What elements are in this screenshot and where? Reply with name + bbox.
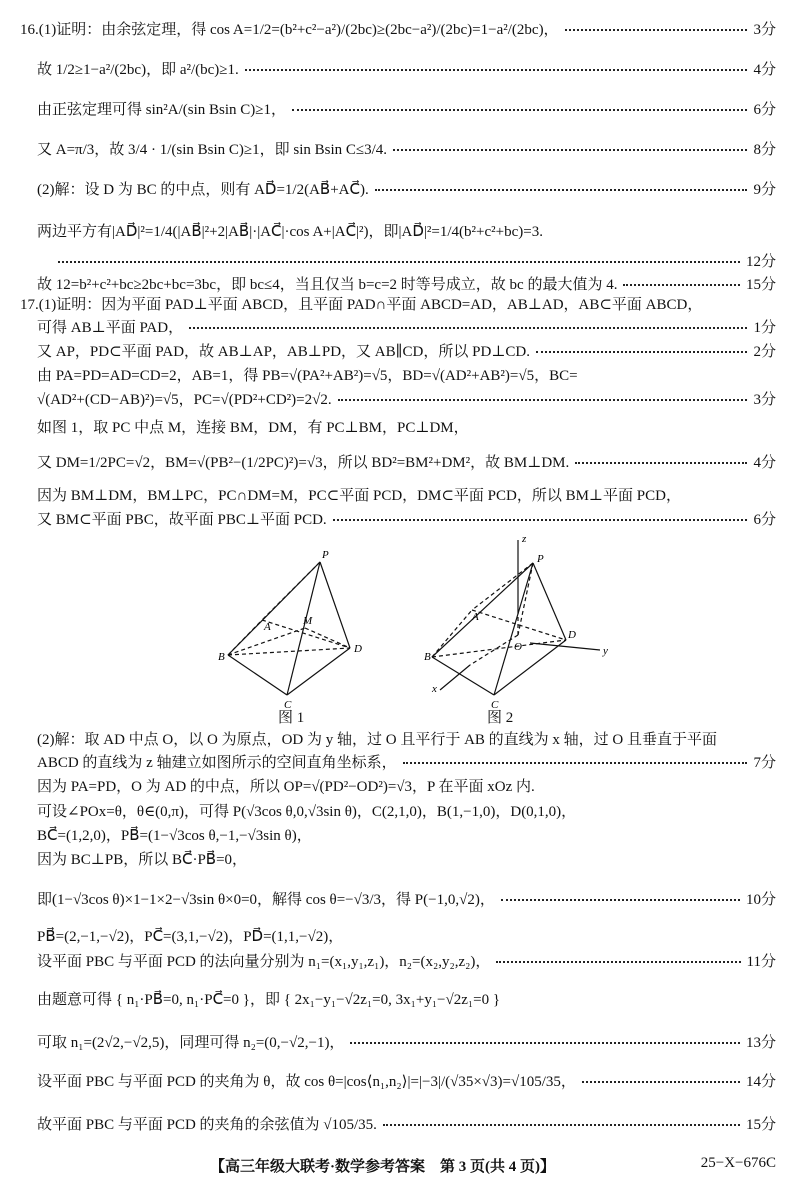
dot-leader [245,69,748,71]
score: 4分 [753,62,776,78]
figures [0,530,800,710]
dot-leader [575,462,747,464]
line-text: √(AD²+(CD−AB)²)=√5，PC=√(PD²+CD²)=2√2. [37,392,332,408]
fig1-label-B: B [218,651,225,663]
line-text: 故平面 PBC 与平面 PCD 的夹角的余弦值为 √105/35. [37,1117,377,1133]
dot-leader [403,762,748,764]
answer-line [37,889,776,911]
line-text: 17.(1)证明：因为平面 PAD⊥平面 ABCD，且平面 PAD∩平面 ABCD=AD，AB⊥AD，AB⊂平面 ABCD， [20,297,703,313]
answer-line [37,926,776,948]
figure-2-caption: 图 2 [487,710,514,726]
fig2-label-C: C [491,699,499,710]
fig2-label-B: B [424,651,431,663]
score: 14分 [745,1074,776,1090]
answer-line [37,752,776,774]
fig1-label-M: M [303,615,313,627]
line-text: 16.(1)证明：由余弦定理，得 cos A=1/2=(b²+c²−a²)/(2bc)≥(2bc−a²)/(2bc)=1−a²/(2bc)， [20,22,559,38]
answer-line [37,59,776,81]
dot-leader [623,284,740,286]
fig2-label-P: P [537,553,544,565]
fig2-label-O: O [514,641,522,653]
score: 3分 [753,392,776,408]
line-text: 设平面 PBC 与平面 PCD 的法向量分别为 n₁=(x₁,y₁,z₁)，n₂=(x₂,y₂,z₂)， [37,954,491,970]
dot-leader [496,961,740,963]
line-text: 又 BM⊂平面 PBC，故平面 PBC⊥平面 PCD. [37,512,327,528]
line-text: PB⃗=(2,−1,−√2)，PC⃗=(3,1,−√2)，PD⃗=(1,1,−√2)， [37,929,344,945]
answer-line [37,221,776,243]
line-text: 故 1/2≥1−a²/(2bc)，即 a²/(bc)≥1. [37,62,239,78]
line-text: 两边平方有|AD⃗|²=1/4(|AB⃗|²+2|AB⃗|·|AC⃗|·cos A+|AC⃗|²)，即|AD⃗|²=1/4(b²+c²+bc)=3. [37,224,543,240]
score: 8分 [753,142,776,158]
answer-line [37,729,776,751]
fig2-label-D: D [568,629,576,641]
footer-code: 25−X−676C [700,1155,776,1171]
fig2-label-A: A [472,611,479,623]
line-text: 可取 n₁=(2√2,−√2,5)，同理可得 n₂=(0,−√2,−1)， [37,1035,345,1051]
dot-leader [393,149,747,151]
line-text: (2)解：设 D 为 BC 的中点，则有 AD⃗=1/2(AB⃗+AC⃗). [37,182,369,198]
figure-1-pyramid [228,562,350,695]
dot-leader [338,399,748,401]
score: 3分 [753,22,776,38]
line-text: 由题意可得 { n₁·PB⃗=0, n₁·PC⃗=0 }，即 { 2x₁−y₁−√2z₁=0, 3x₁+y₁−√2z₁=0 } [37,992,501,1008]
score: 15分 [745,1117,776,1133]
answer-line [37,1071,776,1093]
footer-title: 【高三年级大联考·数学参考答案 第 3 页(共 4 页)】 [210,1159,555,1175]
dot-leader [58,261,740,263]
answer-line [37,951,776,973]
answer-line [37,99,776,121]
answer-line [37,274,776,296]
answer-line [37,417,776,439]
dot-leader [292,109,747,111]
figure-2-coordinate-pyramid [432,540,600,695]
line-text: 又 DM=1/2PC=√2，BM=√(PB²−(1/2PC)²)=√3，所以 BD²=BM²+DM²，故 BM⊥DM. [37,455,570,471]
dot-leader [565,29,748,31]
line-text: 因为 BM⊥DM，BM⊥PC，PC∩DM=M，PC⊂平面 PCD，DM⊂平面 PCD，所以 BM⊥平面 PCD， [37,488,681,504]
dot-leader [536,351,747,353]
score: 9分 [753,182,776,198]
score: 10分 [745,892,776,908]
fig1-label-C: C [284,699,292,710]
answer-line [37,389,776,411]
answer-line [37,1114,776,1136]
answer-line [37,485,776,507]
dot-leader [582,1081,740,1083]
answer-line [37,139,776,161]
score: 6分 [753,512,776,528]
line-text: 因为 BC⊥PB，所以 BC⃗·PB⃗=0， [37,852,248,868]
answer-line [52,251,776,273]
line-text: 可得 AB⊥平面 PAD， [37,320,184,336]
fig1-label-D: D [354,643,362,655]
fig2-label-x: x [432,683,437,695]
score: 11分 [746,954,776,970]
line-text: 即(1−√3cos θ)×1−1×2−√3sin θ×0=0，解得 cos θ=−√3/3，得 P(−1,0,√2)， [37,892,495,908]
answer-line [37,989,776,1011]
dot-leader [501,899,740,901]
answer-line [37,776,776,798]
answer-line [37,825,776,847]
score: 1分 [753,320,776,336]
answer-line [37,179,776,201]
answer-line [20,294,776,316]
line-text: 又 AP，PD⊂平面 PAD，故 AB⊥AP，AB⊥PD，又 AB∥CD，所以 PD⊥CD. [37,344,531,360]
answer-line [37,1032,776,1054]
score: 13分 [745,1035,776,1051]
score: 15分 [745,277,776,293]
fig2-label-y: y [603,645,608,657]
dot-leader [383,1124,740,1126]
line-text: 可设∠POx=θ，θ∈(0,π)，可得 P(√3cos θ,0,√3sin θ)，C(2,1,0)，B(1,−1,0)，D(0,1,0)， [37,804,577,820]
dot-leader [350,1042,740,1044]
line-text: 设平面 PBC 与平面 PCD 的夹角为 θ，故 cos θ=|cos⟨n₁,n₂⟩|=|−3|/(√35×√3)=√105/35， [37,1074,576,1090]
answer-line [37,849,776,871]
line-text: BC⃗=(1,2,0)，PB⃗=(1−√3cos θ,−1,−√3sin θ)， [37,828,312,844]
answer-line [37,341,776,363]
score: 4分 [753,455,776,471]
answer-line [37,365,776,387]
score: 12分 [745,254,776,270]
answer-line [37,801,776,823]
answer-line [37,509,776,531]
line-text: 又 A=π/3，故 3/4 · 1/(sin Bsin C)≥1，即 sin Bsin C≤3/4. [37,142,388,158]
line-text: ABCD 的直线为 z 轴建立如图所示的空间直角坐标系， [37,755,397,771]
figure-1-caption: 图 1 [278,710,305,726]
score: 6分 [753,102,776,118]
line-text: 由 PA=PD=AD=CD=2，AB=1，得 PB=√(PA²+AB²)=√5，BD=√(AD²+AB²)=√5，BC= [37,368,578,384]
line-text: 由正弦定理可得 sin²A/(sin Bsin C)≥1， [37,102,286,118]
fig2-label-z: z [522,533,527,545]
line-text: 故 12=b²+c²+bc≥2bc+bc=3bc，即 bc≤4，当且仅当 b=c=2 时等号成立，故 bc 的最大值为 4. [37,277,618,293]
score: 2分 [753,344,776,360]
line-text: (2)解：取 AD 中点 O，以 O 为原点，OD 为 y 轴，过 O 且平行于 AB 的直线为 x 轴，过 O 且垂直于平面 [37,732,717,748]
fig1-label-A: A [264,621,271,633]
fig1-label-P: P [322,549,329,561]
score: 7分 [753,755,776,771]
dot-leader [375,189,748,191]
answer-line [37,452,776,474]
line-text: 如图 1，取 PC 中点 M，连接 BM，DM，有 PC⊥BM，PC⊥DM， [37,420,469,436]
line-text: 因为 PA=PD，O 为 AD 的中点，所以 OP=√(PD²−OD²)=√3，P 在平面 xOz 内. [37,779,535,795]
answer-line [37,317,776,339]
answer-line [20,19,776,41]
dot-leader [189,327,747,329]
dot-leader [333,519,748,521]
